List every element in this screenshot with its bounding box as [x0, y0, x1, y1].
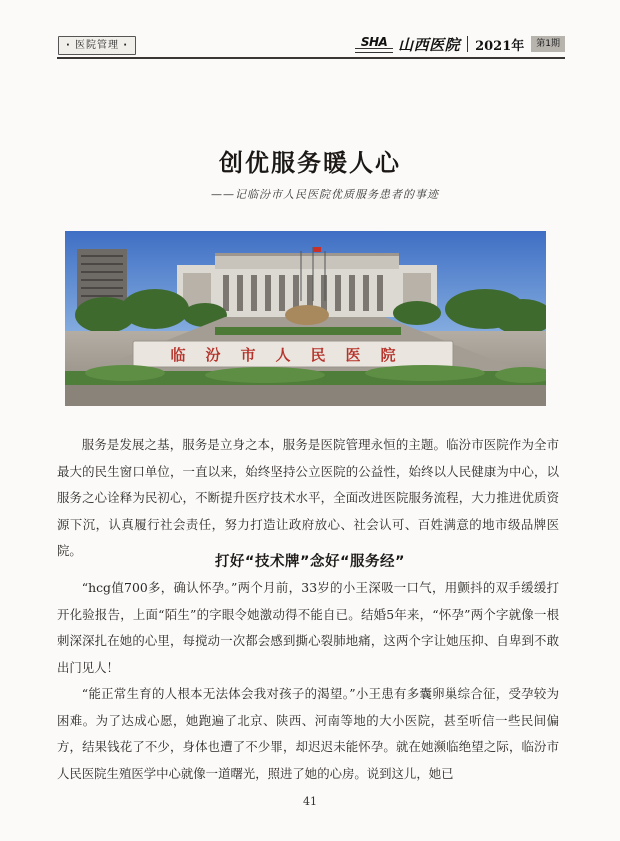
- page-number: 41: [303, 795, 317, 808]
- header-rule: [57, 57, 565, 59]
- journal-logo-underline: [355, 48, 393, 53]
- tag-dot-right: ·: [123, 40, 128, 51]
- rockery: [285, 305, 329, 325]
- section-tag-label: 医院管理: [75, 40, 119, 51]
- section-tag: [58, 36, 136, 55]
- hospital-sign-text: 临汾市人民医院: [170, 346, 416, 364]
- paragraph-block-2: [57, 681, 559, 787]
- journal-name: 山西医院: [398, 35, 461, 54]
- hospital-photo-illustration: [65, 231, 546, 406]
- body-paragraph: “能正常生育的人根本无法体会我对孩子的渴望。”小王患有多囊卵巢综合征，受孕较为困难。为了达成心愿，她跑遍了北京、陕西、河南等地的大小医院，甚至听信一些民间偏方，结果钱花了不少，身体也遭了不少罪，却迟迟未能怀孕。就在她濒临绝望之际，临汾市人民医院生殖医学中心就像一道曙光，照进了她的心房。说到这儿，她已: [57, 686, 559, 781]
- section-heading: 打好“技术牌”念好“服务经”: [214, 554, 406, 570]
- intro-paragraph: 服务是发展之基，服务是立身之本，服务是医院管理永恒的主题。临汾市医院作为全市最大的民生窗口单位，一直以来，始终坚持公立医院的公益性，始终以人民健康为中心，以服务之心诠释为民初心，不断提升医疗技术水平，全面改进医院服务流程，大力推进优质资源下沉，认真履行社会责任，努力打造让政府放心、社会认可、百姓满意的地市级品牌医院。: [57, 437, 559, 558]
- intro-paragraph-block: [57, 432, 559, 565]
- issue-badge: 第1期: [531, 36, 565, 52]
- journal-logo-mark: SHA: [360, 34, 388, 49]
- tag-dot-left: ·: [66, 40, 71, 51]
- journal-year: 2021年: [475, 38, 525, 54]
- body-paragraph: “hcg值700多，确认怀孕。”两个月前，33岁的小王深吸一口气，用颤抖的双手缓缓打开化验报告，上面“陌生”的字眼令她激动得不能自已。结婚5年来，“怀孕”两个字就像一根刺深深扎在她的心里，每搅动一次都会感到撕心裂肺地痛，这两个字让她压抑、自卑到不敢出门见人！: [57, 580, 559, 675]
- journal-logo: [354, 36, 394, 53]
- hospital-photo: [65, 231, 546, 406]
- article-subtitle: ——记临汾市人民医院优质服务患者的事迹: [211, 188, 439, 201]
- journal-separator: [467, 36, 468, 52]
- journal-masthead: [354, 32, 565, 56]
- paragraph-block-1: [57, 575, 559, 681]
- article-title: 创优服务暖人心: [219, 148, 401, 177]
